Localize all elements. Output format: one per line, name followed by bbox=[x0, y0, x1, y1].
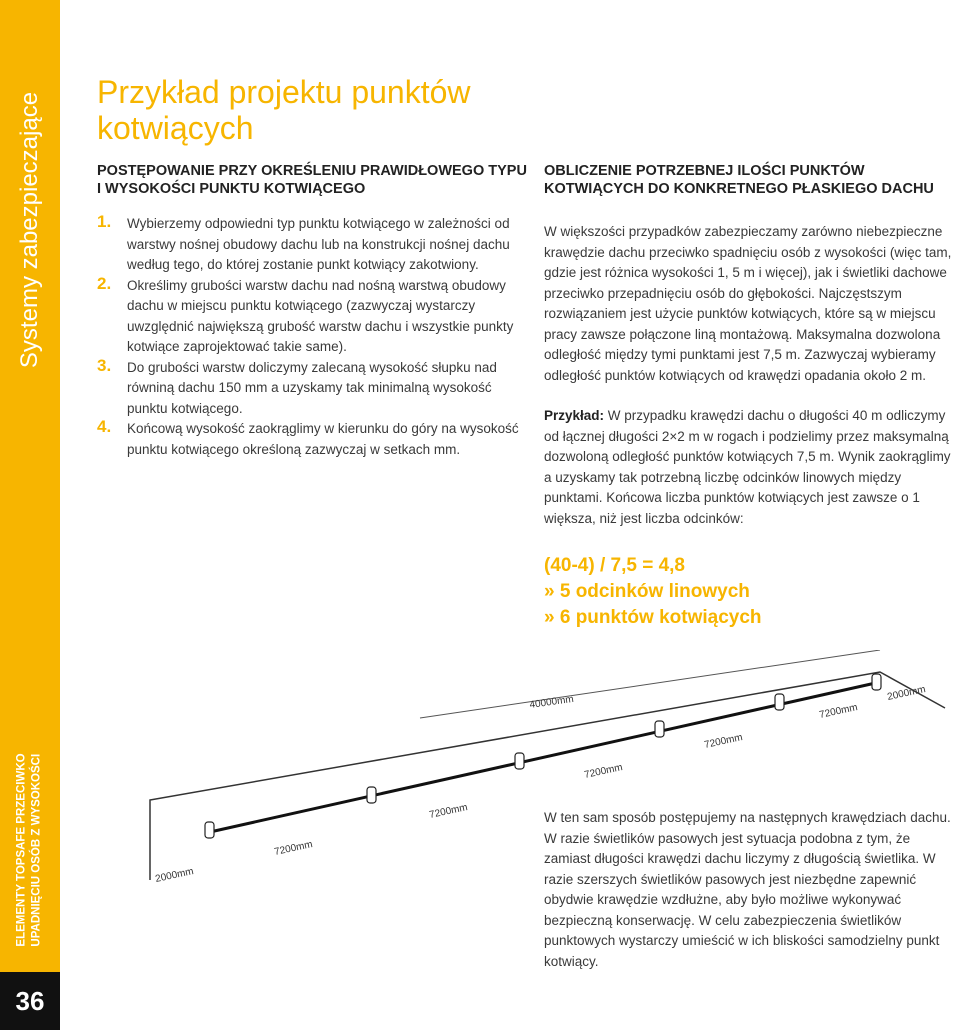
span-label: 7200mm bbox=[583, 762, 624, 781]
end-label-right: 2000mm bbox=[886, 684, 927, 703]
step-number: 2. bbox=[97, 273, 112, 293]
step-text: Określimy grubości warstw dachu nad nośną warstwą obudowy dachu w miejscu punktu kotwiącego (zazwyczaj wystarczy uwzględnić największą grubość warstw dachu i wszystkie punkty kotwiące zaprojektować takie same). bbox=[127, 277, 514, 354]
bottom-text-block bbox=[544, 808, 960, 972]
step-text: Końcową wysokość zaokrąglimy w kierunku do góry na wysokość punktu kotwiącego określoną zazwyczaj w setkach mm. bbox=[127, 421, 519, 457]
right-column bbox=[544, 162, 960, 631]
left-heading: POSTĘPOWANIE PRZY OKREŚLENIU PRAWIDŁOWEGO TYPU I WYSOKOŚCI PUNKTU KOTWIĄCEGO bbox=[97, 163, 527, 197]
step-number: 4. bbox=[97, 417, 112, 436]
result-formula: (40-4) / 7,5 = 4,8 bbox=[544, 555, 685, 576]
sidebar-title-wrap bbox=[6, 60, 54, 400]
step-number: 3. bbox=[97, 355, 112, 375]
step-text: Do grubości warstw doliczymy zalecaną wysokość słupku nad równiną dachu 150 mm a uzyskamy tak minimalną wysokość punktu kotwiącego. bbox=[127, 359, 497, 416]
step-item bbox=[97, 419, 527, 460]
anchor-post bbox=[775, 694, 784, 710]
step-item bbox=[97, 273, 527, 358]
anchor-post bbox=[367, 787, 376, 803]
right-paragraph: W większości przypadków zabezpieczamy zarówno niebezpieczne krawędzie dachu przeciwko spadnięciu osób z wysokości (więc tam, gdzie jest różnica wysokości 1, 5 m i więcej), jak i świetliki dachowe przeciwko przepadnięciu osób do głębokości. Najczęstszym rozwiązaniem jest użycie punktów kotwiących, które są w miejscu pracy zawsze połączone liną montażową. Maksymalna dozwolona odległość między tymi punktami jest 7,5 m. Zazwyczaj wybieramy odległość punktów kotwiących od krawędzi opadania około 2 m. bbox=[544, 224, 952, 383]
span-label: 7200mm bbox=[273, 839, 314, 858]
step-text: Wybierzemy odpowiedni typ punktu kotwiącego w zależności od warstwy nośnej obudowy dachu lub na konstrukcji nośnej dachu według tego, do której zostanie punkt kotwiący zakotwiony. bbox=[127, 216, 510, 272]
example-label: Przykład: bbox=[544, 408, 605, 423]
right-heading: OBLICZENIE POTRZEBNEJ ILOŚCI PUNKTÓW KOTWIĄCYCH DO KONKRETNEGO PŁASKIEGO DACHU bbox=[544, 163, 934, 197]
anchor-post bbox=[872, 674, 881, 690]
sidebar-title: Systemy zabezpieczające bbox=[16, 91, 44, 369]
sidebar bbox=[0, 0, 60, 1030]
step-number: 1. bbox=[97, 212, 112, 231]
left-column bbox=[97, 162, 527, 460]
result-points: » 6 punktów kotwiących bbox=[544, 607, 762, 628]
span-label: 7200mm bbox=[703, 732, 744, 751]
sidebar-subtitle-line2: UPADNIĘCIU OSÓB Z WYSOKOŚCI bbox=[31, 753, 43, 947]
end-label-left: 2000mm bbox=[154, 866, 195, 885]
total-dimension-label: 40000mm bbox=[528, 693, 575, 711]
step-item bbox=[97, 214, 527, 276]
anchor-post bbox=[205, 822, 214, 838]
span-label: 7200mm bbox=[818, 702, 859, 721]
step-item bbox=[97, 355, 527, 420]
page-number: 36 bbox=[0, 972, 60, 1030]
example-paragraph bbox=[544, 406, 960, 529]
anchor-post bbox=[515, 753, 524, 769]
sidebar-subtitle-wrap bbox=[8, 730, 52, 970]
result-segments: » 5 odcinków linowych bbox=[544, 581, 750, 602]
example-text: W przypadku krawędzi dachu o długości 40 m odliczymy od łącznej długości 2×2 m w rogach i podzielimy przez maksymalną dozwoloną odległość punktów kotwiących 7,5 m. Wynik zaokrąglimy a uzyskamy tak potrzebną liczbę odcinków linowych między punktami. Końcowa liczba punktów kotwiących jest zawsze o 1 większa, niż jest liczba odcinków: bbox=[544, 408, 951, 526]
sidebar-subtitle-line1: ELEMENTY TOPSAFE PRZECIWKO bbox=[16, 753, 28, 947]
bottom-paragraph: W ten sam sposób postępujemy na następnych krawędziach dachu. W razie świetlików pasowych jest sytuacja podobna z tym, że zamiast długości krawędzi dachu liczymy z długością świetlika. W razie szerszych świetlików pasowych jest niezbędne zapewnić obydwie krawędzie wzdłużne, aby było możliwe wykonywać bezpieczną konserwację. W celu zabezpieczenia świetlików punktowych wystarczy umieścić w ich bliskości samodzielny punkt kotwiący. bbox=[544, 810, 951, 969]
sidebar-subtitle bbox=[15, 753, 45, 946]
span-label: 7200mm bbox=[428, 802, 469, 821]
steps-list bbox=[97, 214, 527, 460]
anchor-post bbox=[655, 721, 664, 737]
page-title: Przykład projektu punktów kotwiących bbox=[97, 74, 471, 146]
result-block bbox=[544, 553, 960, 631]
